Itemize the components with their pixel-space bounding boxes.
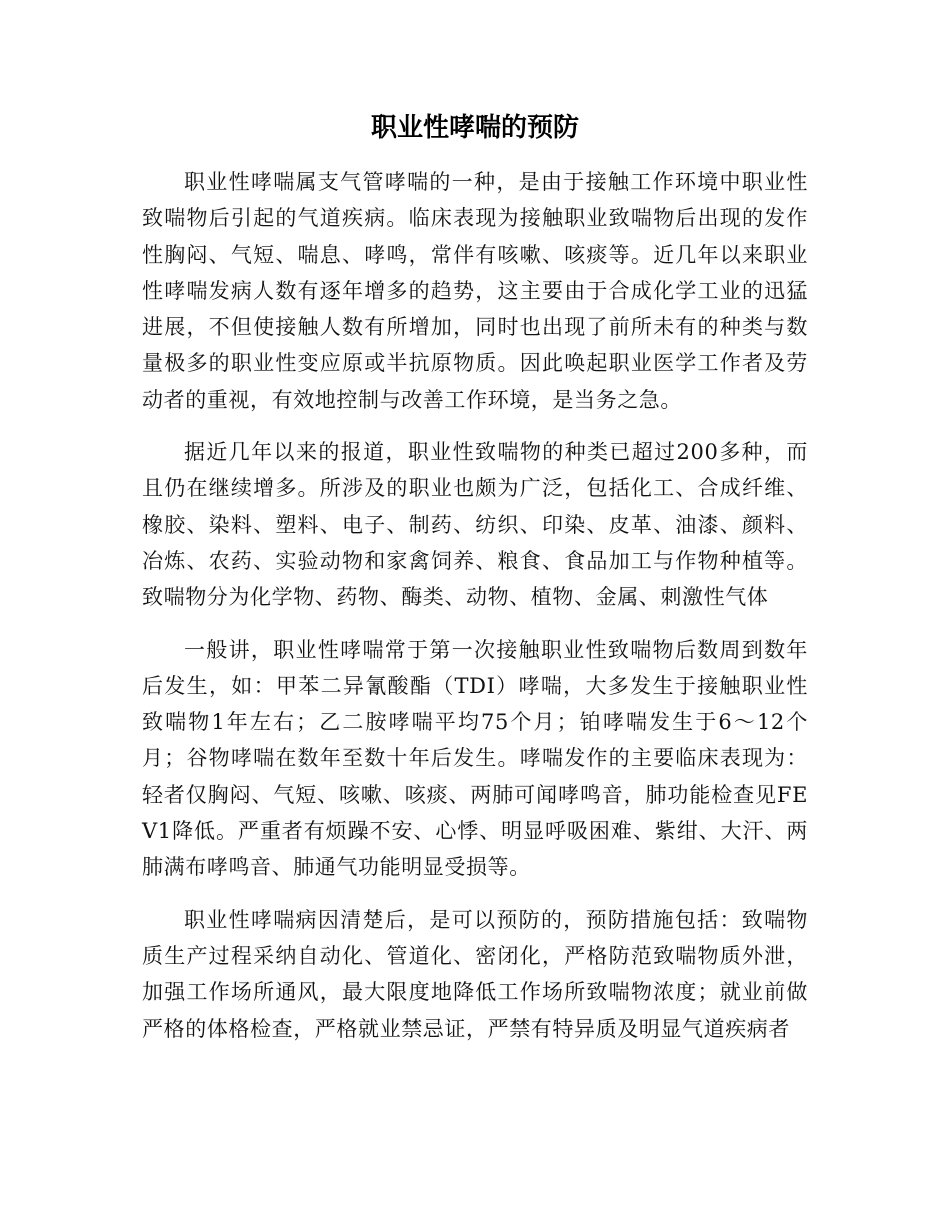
document-body <box>142 164 808 1047</box>
document-title: 职业性哮喘的预防 <box>370 113 579 143</box>
paragraph-4: 职业性哮喘病因清楚后，是可以预防的，预防措施包括：致喘物质生产过程采纳自动化、管道化、密闭化，严格防范致喘物质外泄，加强工作场所通风，最大限度地降低工作场所致喘物浓度；就业前做严格的体格检查，严格就业禁忌证，严禁有特异质及明显气道疾病者 <box>142 907 808 1041</box>
paragraph-3: 一般讲，职业性哮喘常于第一次接触职业性致喘物后数周到数年后发生，如：甲苯二异氰酸酯（TDI）哮喘，大多发生于接触职业性致喘物1年左右；乙二胺哮喘平均75个月；铂哮喘发生于6～12个月；谷物哮喘在数年至数十年后发生。哮喘发作的主要临床表现为：轻者仅胸闷、气短、咳嗽、咳痰、两肺可闻哮鸣音，肺功能检查见FEV1降低。严重者有烦躁不安、心悸、明显呼吸困难、紫绀、大汗、两肺满布哮鸣音、肺通气功能明显受损等。 <box>142 637 808 880</box>
paragraph-1: 职业性哮喘属支气管哮喘的一种，是由于接触工作环境中职业性致喘物后引起的气道疾病。临床表现为接触职业致喘物后出现的发作性胸闷、气短、喘息、哮鸣，常伴有咳嗽、咳痰等。近几年以来职业性哮喘发病人数有逐年增多的趋势，这主要由于合成化学工业的迅猛进展，不但使接触人数有所增加，同时也出现了前所未有的种类与数量极多的职业性变应原或半抗原物质。因此唤起职业医学工作者及劳动者的重视，有效地控制与改善工作环境，是当务之急。 <box>142 170 808 412</box>
paragraph-2: 据近几年以来的报道，职业性致喘物的种类已超过200多种，而且仍在继续增多。所涉及的职业也颇为广泛，包括化工、合成纤维、橡胶、染料、塑料、电子、制药、纺织、印染、皮革、油漆、颜料、冶炼、农药、实验动物和家禽饲养、粮食、食品加工与作物种植等。致喘物分为化学物、药物、酶类、动物、植物、金属、刺激性气体 <box>142 440 808 610</box>
